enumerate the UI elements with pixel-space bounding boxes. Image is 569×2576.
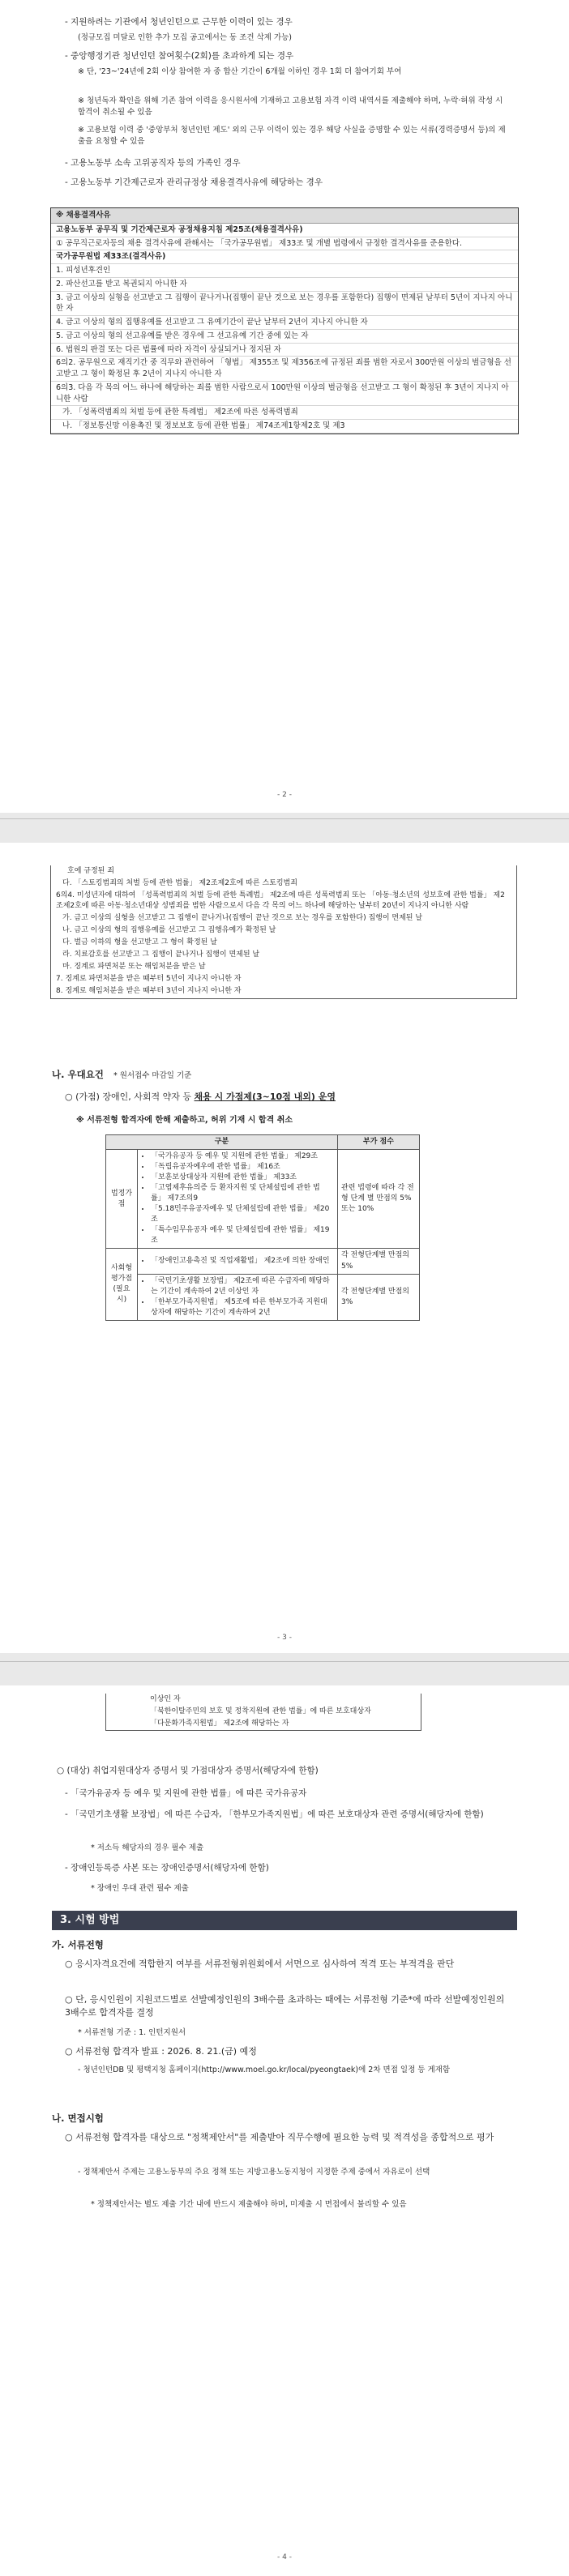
table-row — [106, 1249, 420, 1274]
row-items — [138, 1249, 338, 1274]
table-row — [106, 1150, 420, 1249]
law-item: 7. 징계로 파면처분을 받은 때부터 5년이 지나지 아니한 자 — [56, 975, 242, 984]
preference-title: 나. 우대요건 — [52, 1069, 104, 1080]
disqual-line: - 지원하려는 기관에서 청년인턴으로 근무한 이력이 있는 경우 — [65, 17, 293, 27]
section-title-preference — [52, 1068, 191, 1082]
law-subitem: 나. 「정보통신망 이용촉진 및 정보보호 등에 관한 법률」 제74조제1항제2호 및 제3 — [51, 420, 518, 434]
law-subitem: 마. 징계로 파면처분 또는 해임처분을 받은 날 — [62, 963, 206, 972]
box-title: ※ 채용결격사유 — [51, 208, 518, 224]
screening-note: - 청년인턴DB 및 평택지청 홈페이지(http://www.moel.go.kr/local/pyeongtaek)에 2차 면접 일정 등 게재함 — [78, 2065, 450, 2074]
law-subitem: 가. 금고 이상의 실형을 선고받고 그 집행이 끝나거나(집행이 끝난 것으로 보는 경우를 포함한다) 집행이 면제된 날 — [62, 914, 423, 923]
disqual-note: ※ 청년독자 확인을 위해 기존 참여 이력을 응시원서에 기재하고 고용보험 자격 이력 내역서를 제출해야 하며, 누락·허위 작성 시 합격이 취소될 수 있음 — [78, 96, 503, 117]
disqualification-box — [50, 207, 519, 434]
rule-text: ① 공무직근로자등의 채용 결격사유에 관해서는 「국가공무원법」 제33조 및 개별 법령에서 규정한 결격사유를 준용한다. — [51, 237, 518, 251]
bonus-table-continued — [105, 1694, 421, 1731]
law-item: 호에 규정된 죄 — [67, 867, 114, 875]
row-score: 관련 법령에 따라 각 전형 단계 별 만점의 5% 또는 10% — [338, 1150, 420, 1249]
list-item: • 「특수임무유공자 예우 및 단체설립에 관한 법률」 제19조 — [151, 1225, 334, 1246]
row-items — [138, 1274, 338, 1320]
disqual-line: - 고용노동부 기간제근로자 관리규정상 채용결격사유에 해당하는 경우 — [65, 177, 323, 187]
preference-emphasis: 채용 시 가점제(3~10점 내외) 운영 — [194, 1091, 336, 1102]
page-gap — [0, 818, 569, 819]
law-item: 1. 피성년후견인 — [51, 264, 518, 278]
preference-prefix: ○ (가점) 장애인, 사회적 약자 등 — [65, 1091, 195, 1102]
list-item: • 「5.18민주유공자예우 및 단체설립에 관한 법률」 제20조 — [151, 1204, 334, 1225]
law-subitem: 라. 치료감호를 선고받고 그 집행이 끝나거나 집행이 면제된 날 — [62, 951, 260, 959]
page-number: - 2 - — [277, 791, 292, 799]
cert-heading: ○ (대상) 취업지원대상자 증명서 및 가점대상자 증명서(해당자에 한함) — [57, 1766, 319, 1775]
law-item: 5. 금고 이상의 형의 선고유예를 받은 경우에 그 선고유예 기간 중에 있는 자 — [51, 330, 518, 344]
list-item: 「다문화가족지원법」 제2조에 해당하는 자 — [150, 1719, 289, 1728]
document-page-2 — [0, 0, 569, 813]
col-score: 부가 점수 — [338, 1135, 420, 1150]
list-item: • 「한부모가족지원법」 제5조에 따른 한부모가족 지원대상자에 해당하는 기간이 계속하여 2년 — [151, 1297, 334, 1318]
screening-note: * 서류전형 기준 : 1. 인턴지원서 — [78, 2028, 186, 2037]
document-page-3 — [0, 843, 569, 1653]
list-item: 이상인 자 — [150, 1695, 181, 1703]
screening-line: ○ 서류전형 합격자 발표 : 2026. 8. 21.(금) 예정 — [65, 2046, 257, 2057]
screening-line: ○ 응시자격요건에 적합한지 여부를 서류전형위원회에서 서면으로 심사하여 적격 또는 부적격을 판단 — [65, 1959, 455, 1969]
list-item: • 「독립유공자예우에 관한 법률」 제16조 — [151, 1162, 334, 1173]
list-item: • 「국가유공자 등 예우 및 지원에 관한 법률」 제29조 — [151, 1151, 334, 1162]
page-gap — [0, 1661, 569, 1662]
row-score: 각 전형단계별 만점의 5% — [338, 1249, 420, 1274]
disqual-line: - 고용노동부 소속 고위공직자 등의 가족인 경우 — [65, 158, 241, 168]
row-score: 각 전형단계별 만점의 3% — [338, 1274, 420, 1320]
disqual-line: - 중앙행정기관 청년인턴 참여횟수(2회)를 초과하게 되는 경우 — [65, 51, 294, 61]
disqual-note: ※ 고용보험 이력 중 '중앙부처 청년인턴 제도' 외의 근무 이력이 있는 경우 해당 사실을 증명할 수 있는 서류(경력증명서 등)의 제출을 요청할 수 있음 — [78, 126, 506, 146]
law-item: 다. 「스토킹범죄의 처벌 등에 관한 법률」 제2조제2호에 따른 스토킹범죄 — [62, 879, 297, 888]
rule-heading: 고용노동부 공무직 및 기간제근로자 공정채용지침 제25조(채용결격사유) — [51, 224, 518, 237]
law-heading: 국가공무원법 제33조(결격사유) — [51, 250, 518, 264]
table-row — [106, 1274, 420, 1320]
preference-note: * 원서접수 마감일 기준 — [113, 1071, 192, 1080]
subsection-interview: 나. 면접시험 — [52, 2112, 104, 2124]
cert-line: - 「국가유공자 등 예우 및 지원에 관한 법률」에 따른 국가유공자 — [65, 1788, 307, 1798]
interview-line: - 정책제안서 주제는 고용노동부의 주요 정책 또는 지방고용노동지청이 지정한 주제 중에서 자유로이 선택 — [78, 2168, 430, 2177]
page-number: - 3 - — [277, 1634, 292, 1642]
list-item: 「북한이탈주민의 보호 및 정착지원에 관한 법률」에 따른 보호대상자 — [150, 1707, 371, 1716]
list-item: • 「국민기초생활 보장법」 제2조에 따른 수급자에 해당하는 기간이 계속하여 2년 이상인 자 — [151, 1276, 334, 1297]
interview-line: ○ 서류전형 합격자를 대상으로 "정책제안서"를 제출받아 직무수행에 필요한 능력 및 적격성을 종합적으로 평가 — [65, 2132, 494, 2142]
table-note: ※ 서류전형 합격자에 한해 제출하고, 허위 기재 시 합격 취소 — [76, 1116, 293, 1125]
disqualification-box-continued — [50, 865, 517, 999]
law-item: 6. 법원의 판결 또는 다른 법률에 따라 자격이 상실되거나 정지된 자 — [51, 344, 518, 357]
law-item: 4. 금고 이상의 형의 집행유예를 선고받고 그 유예기간이 끝난 날부터 2년이 지나지 아니한 자 — [51, 316, 518, 330]
law-item: 3. 금고 이상의 실형을 선고받고 그 집행이 끝나거나(집행이 끝난 것으로 보는 경우를 포함한다) 집행이 면제된 날부터 5년이 지나지 아니한 자 — [51, 292, 518, 317]
col-category: 구분 — [106, 1135, 338, 1150]
cert-note: * 장애인 우대 관련 필수 제출 — [91, 1884, 189, 1893]
law-item: 2. 파산선고를 받고 복권되지 아니한 자 — [51, 278, 518, 292]
list-item: • 「보훈보상대상자 지원에 관한 법률」 제33조 — [151, 1173, 334, 1183]
law-subitem: 가. 「성폭력범죄의 처벌 등에 관한 특례법」 제2조에 따른 성폭력범죄 — [51, 406, 518, 420]
law-item: 6의4. 미성년자에 대하여 「성폭력범죄의 처벌 등에 관한 특례법」 제2조에 따른 성폭력범죄 또는 「아동·청소년의 성보호에 관한 법률」 제2조제2호에 따른 아동·청소년대상 성범죄를 범한 사람으로서 다음 각 목의 어느 하나에 해당하는 날부터 20년이 지나지 아니한 사람 — [56, 891, 505, 911]
cert-note: * 저소득 해당자의 경우 필수 제출 — [91, 1843, 204, 1852]
row-category: 사회형평가점(필요시) — [106, 1249, 138, 1320]
interview-note: * 정책제안서는 별도 제출 기간 내에 반드시 제출해야 하며, 미제출 시 면접에서 불리할 수 있음 — [91, 2200, 407, 2209]
document-page-4 — [0, 1685, 569, 2576]
law-subitem: 나. 금고 이상의 형의 집행유예를 선고받고 그 집행유예가 확정된 날 — [62, 926, 276, 935]
law-item: 6의2. 공무원으로 재직기간 중 직무와 관련하여 「형법」 제355조 및 제356조에 규정된 죄를 범한 자로서 300만원 이상의 벌금형을 선고받고 그 형이 확정된 후 2년이 지나지 아니한 자 — [51, 357, 518, 382]
disqual-note: (정규모집 미달로 인한 추가 모집 공고에서는 동 조건 삭제 가능) — [78, 33, 293, 42]
section-title-exam: 3. 시험 방법 — [52, 1911, 517, 1930]
cert-line: - 「국민기초생활 보장법」에 따른 수급자, 「한부모가족지원법」에 따른 보호대상자 관련 증명서(해당자에 한함) — [65, 1809, 484, 1819]
table-header-row — [106, 1135, 420, 1150]
subsection-document-screening: 가. 서류전형 — [52, 1939, 104, 1950]
preference-line — [65, 1091, 512, 1104]
cert-line: - 장애인등록증 사본 또는 장애인증명서(해당자에 한함) — [65, 1863, 269, 1873]
list-item: • 「고엽제후유의증 등 환자지원 및 단체설립에 관한 법률」 제7조의9 — [151, 1183, 334, 1204]
screening-line: ○ 단, 응시인원이 지원코드별로 선발예정인원의 3배수를 초과하는 때에는 서류전형 기준*에 따라 선발예정인원의 3배수로 합격자를 결정 — [65, 1994, 505, 2018]
law-item: 6의3. 다음 각 목의 어느 하나에 해당하는 죄를 범한 사람으로서 100만원 이상의 벌금형을 선고받고 그 형이 확정된 후 3년이 지나지 아니한 사람 — [51, 382, 518, 407]
bonus-table — [105, 1134, 420, 1321]
row-category: 법정가점 — [106, 1150, 138, 1249]
law-item: 8. 징계로 해임처분을 받은 때부터 3년이 지나지 아니한 자 — [56, 987, 242, 996]
row-items — [138, 1150, 338, 1249]
disqual-note: ※ 단, '23~'24년에 2회 이상 참여한 자 중 합산 기간이 6개월 이하인 경우 1회 더 참여기회 부여 — [78, 67, 402, 76]
list-item: • 「장애인고용촉진 및 직업재활법」 제2조에 의한 장애인 — [151, 1256, 334, 1267]
page-number: - 4 - — [277, 2553, 292, 2561]
law-subitem: 다. 벌금 이하의 형을 선고받고 그 형이 확정된 날 — [62, 938, 217, 947]
